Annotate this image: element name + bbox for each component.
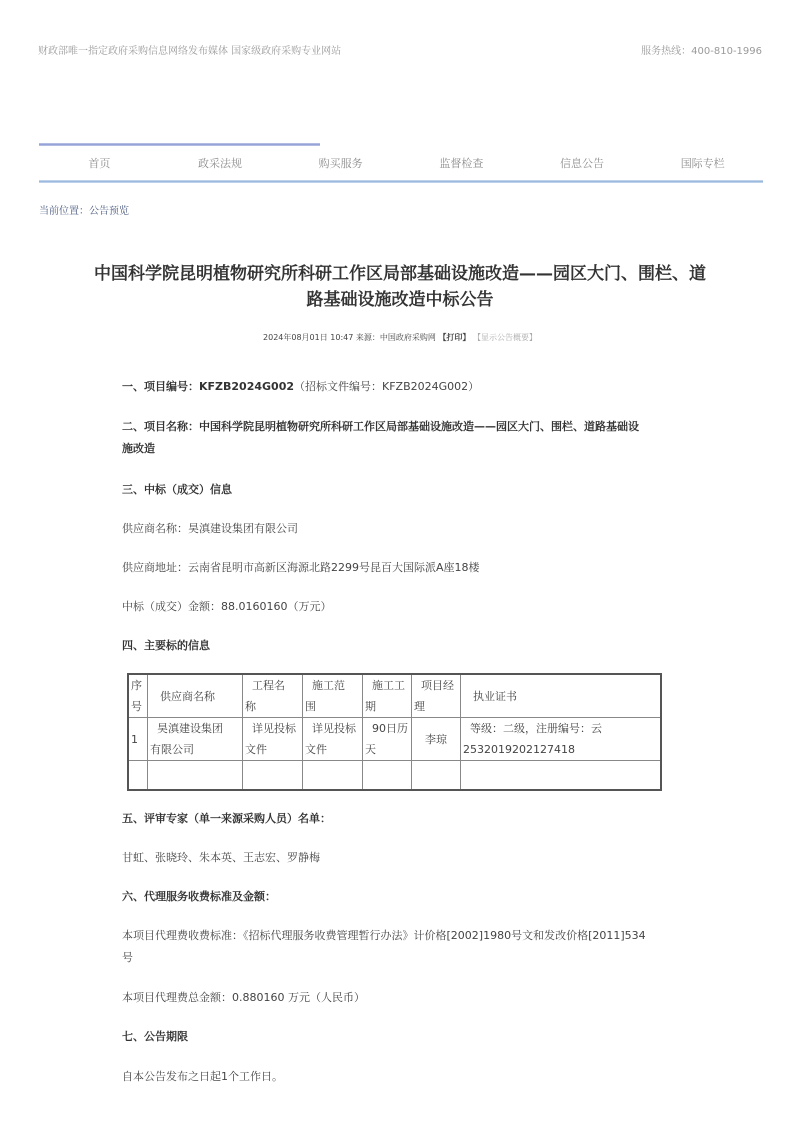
cell-supplier: 昊滇建设集团 有限公司 [148,718,243,761]
project-number: KFZB2024G002 [199,380,295,393]
cell-certificate: 等级：二级，注册编号：云 2532019202127418 [461,718,662,761]
source-label: 来源： [355,333,380,342]
nav-item-international[interactable]: 国际专栏 [680,157,725,170]
header-accent-line [39,143,320,146]
nav-item-home[interactable]: 首页 [88,157,111,170]
fee-standard-line-2: 号 [122,951,133,964]
header-certificate: 执业证书 [461,674,662,718]
cell-manager: 李琼 [412,718,461,761]
nav-item-supervision[interactable]: 监督检查 [439,157,484,170]
title-line-2: 路基础设施改造中标公告 [306,290,494,310]
section-5-label: 五、评审专家（单一来源采购人员）名单： [122,812,331,825]
header-period: 施工工 期 [363,674,412,718]
section-4-label: 四、主要标的信息 [122,639,210,652]
table-row [128,718,661,761]
section-3-label: 三、中标（成交）信息 [122,483,232,496]
nav-item-purchase-services[interactable]: 购买服务 [318,157,363,170]
header-manager: 项目经 理 [412,674,461,718]
publish-datetime: 2024年08月01日 10:47 [263,333,354,342]
table-row-empty [128,761,661,791]
cell-period: 90日历 天 [363,718,412,761]
section-7-label: 七、公告期限 [122,1030,188,1043]
section-6-label: 六、代理服务收费标准及金额： [122,890,276,903]
supplier-name: 供应商名称：昊滇建设集团有限公司 [122,522,298,535]
header-project: 工程名 称 [243,674,303,718]
print-link[interactable]: 【打印】 [438,333,471,342]
title-line-1: 中国科学院昆明植物研究所科研工作区局部基础设施改造——园区大门、围栏、道 [94,264,706,284]
nav-divider [39,180,763,183]
section-project-name [122,416,682,460]
fee-total: 本项目代理费总金额：0.880160 万元（人民币） [122,991,365,1004]
cell-index: 1 [128,718,148,761]
header-index: 序 号 [128,674,148,718]
fee-standard-line-1: 本项目代理费收费标准：《招标代理服务收费管理暂行办法》计价格[2002]1980号文和发改价格[2011]534 [122,929,646,942]
cell-project: 详见投标 文件 [243,718,303,761]
show-summary-link[interactable]: 【显示公告概要】 [472,333,537,342]
section-2-label: 二、项目名称： [122,420,199,433]
announcement-period: 自本公告发布之日起1个工作日。 [122,1070,283,1083]
breadcrumb-label: 当前位置： [39,206,89,217]
expert-list: 甘虹、张晓玲、朱本英、王志宏、罗静梅 [122,851,320,864]
header-supplier: 供应商名称 [148,674,243,718]
nav-item-announcements[interactable]: 信息公告 [560,157,605,170]
section-project-number [122,376,682,398]
project-name-line-2: 施改造 [122,442,155,455]
tender-doc-number: （招标文件编号：KFZB2024G002） [294,380,480,393]
main-subject-table [127,673,662,791]
source-name: 中国政府采购网 [379,333,436,342]
section-1-label: 一、项目编号： [122,380,199,393]
breadcrumb [39,202,129,217]
fee-standard [122,925,682,969]
main-nav [39,152,763,178]
service-hotline: 服务热线：400-810-1996 [641,46,762,57]
project-name-line-1: 中国科学院昆明植物研究所科研工作区局部基础设施改造——园区大门、围栏、道路基础设 [199,420,639,433]
header-scope: 施工范 围 [303,674,363,718]
article-meta [0,332,800,343]
supplier-address: 供应商地址：云南省昆明市高新区海源北路2299号昆百大国际派A座18楼 [122,561,480,574]
nav-item-regulations[interactable]: 政采法规 [198,157,242,170]
table-header-row [128,674,661,718]
cell-scope: 详见投标 文件 [303,718,363,761]
page-title [40,261,760,313]
site-slogan: 财政部唯一指定政府采购信息网络发布媒体 国家级政府采购专业网站 [38,46,342,57]
bid-amount: 中标（成交）金额：88.0160160（万元） [122,600,332,613]
breadcrumb-current: 公告预览 [89,206,129,217]
